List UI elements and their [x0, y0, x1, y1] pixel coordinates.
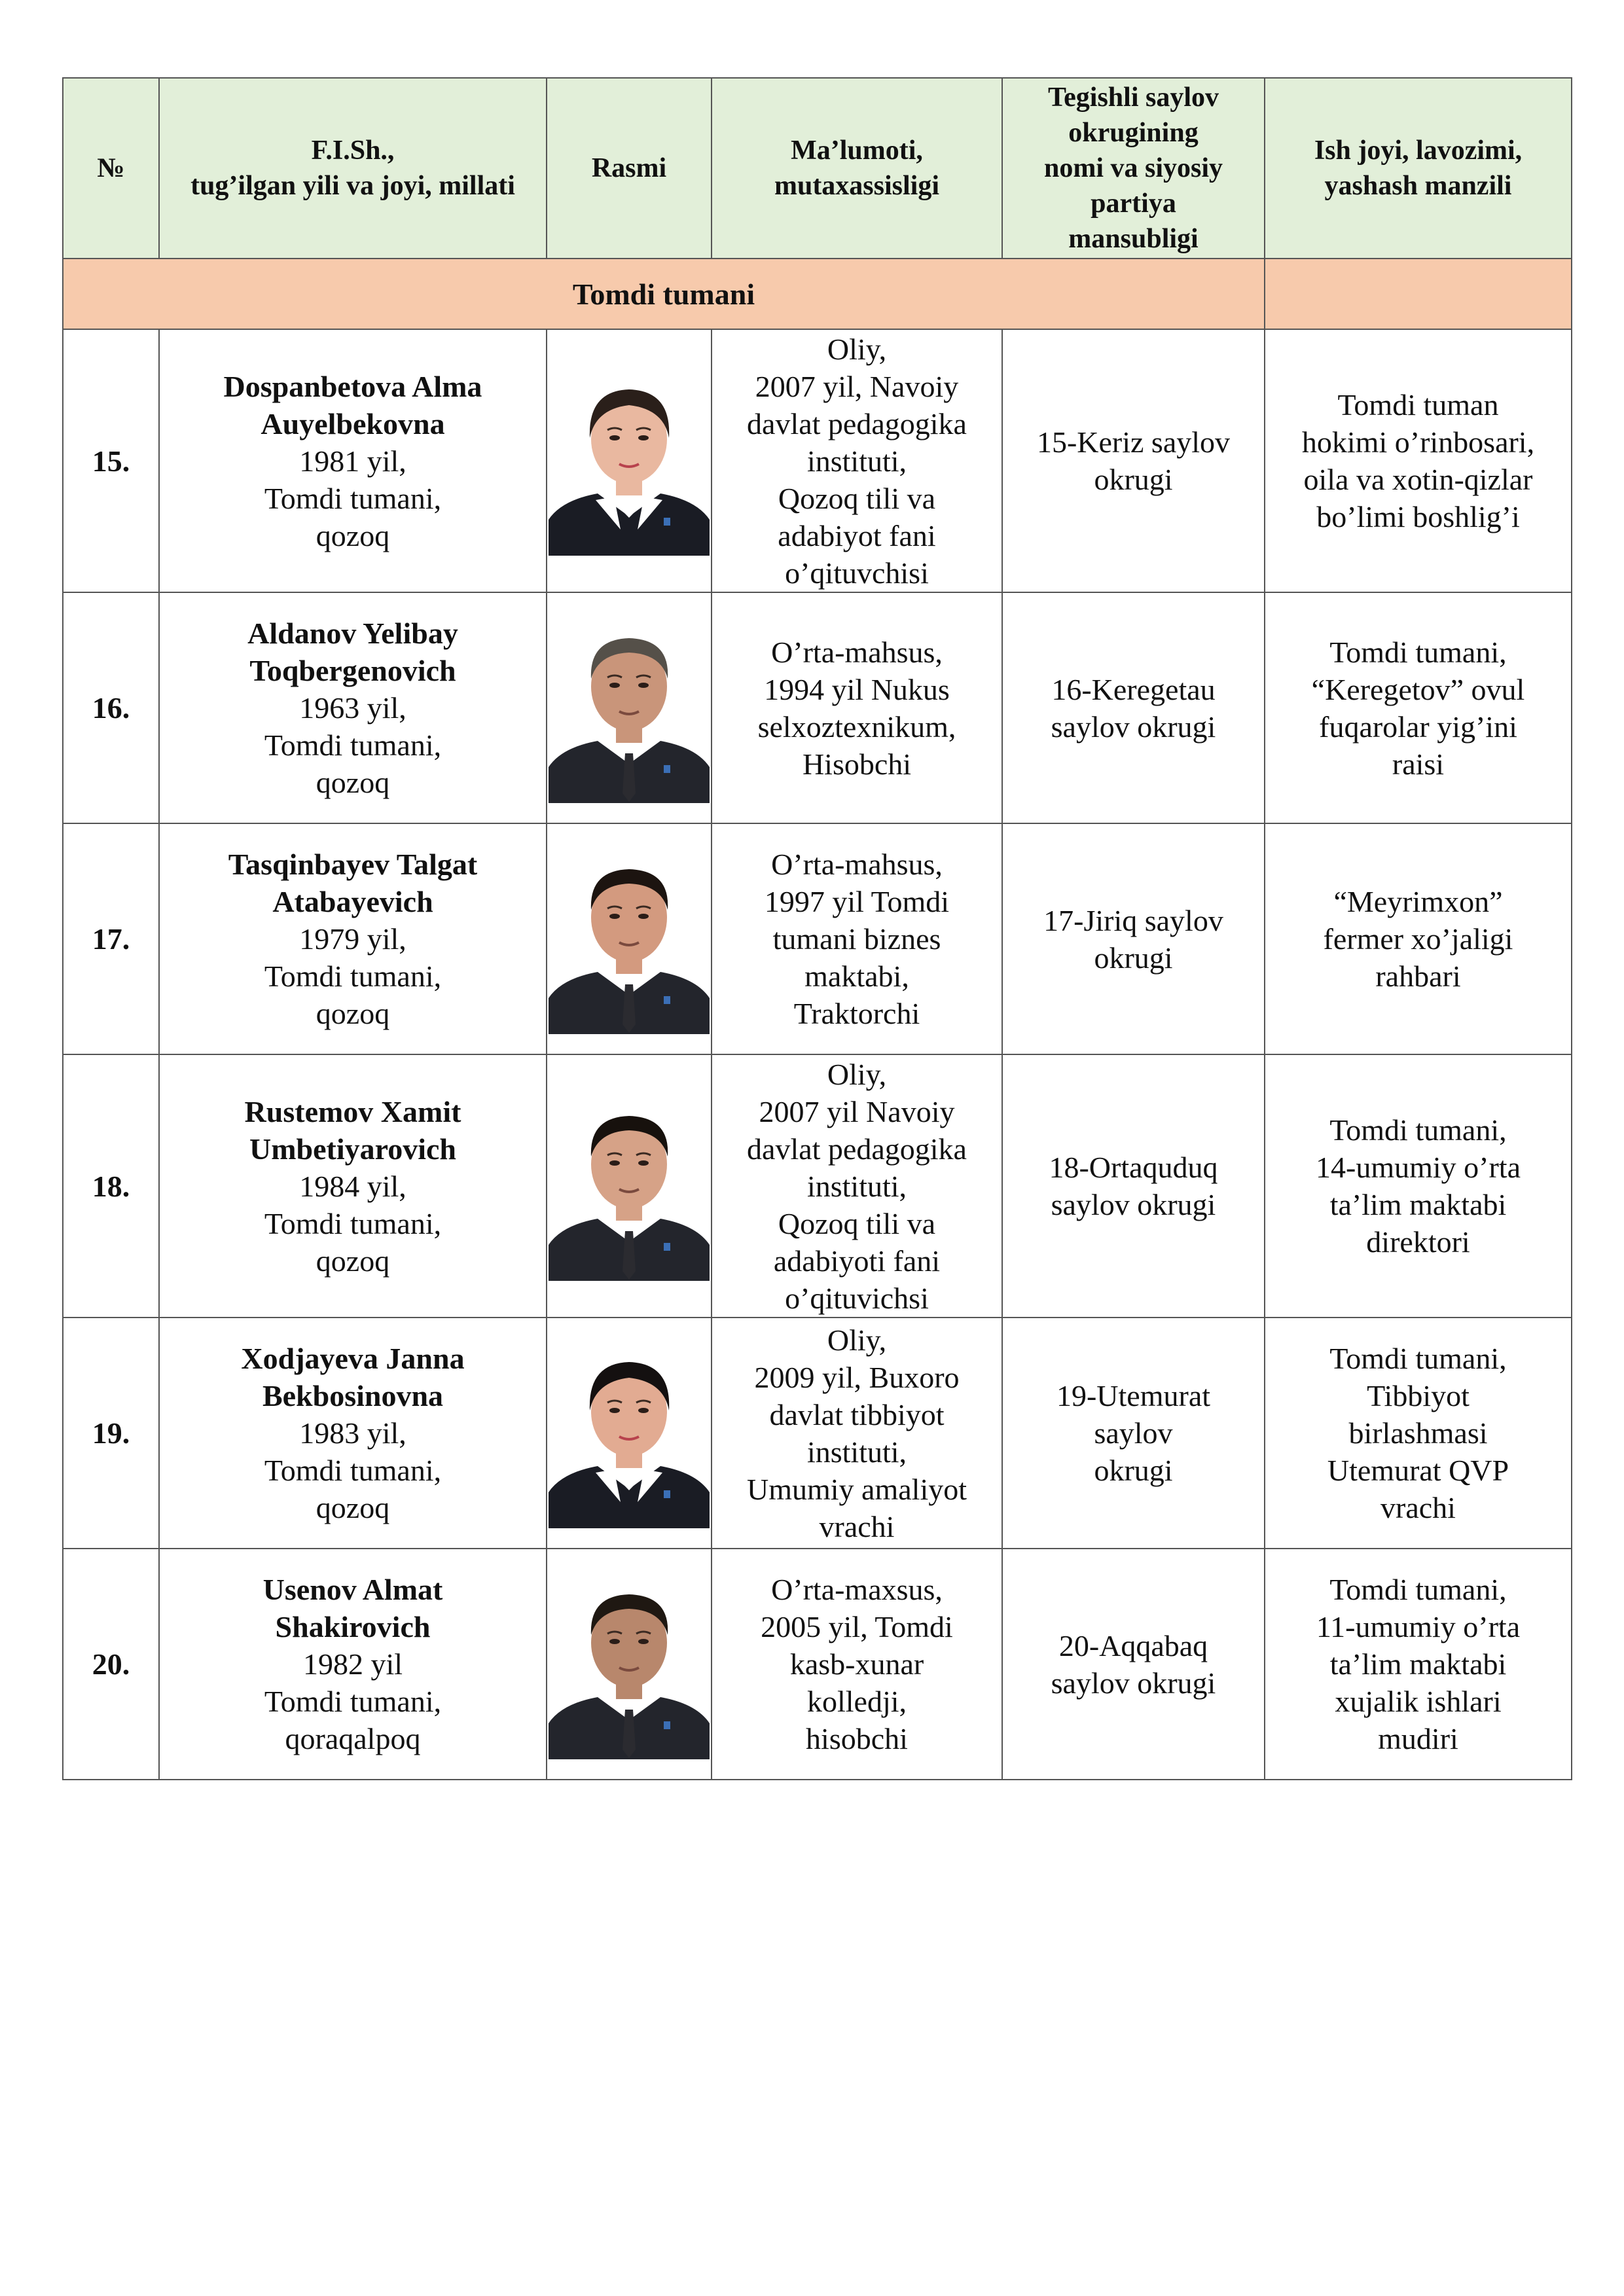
cell-line: Traktorchi [793, 997, 920, 1030]
cell-line: hokimi o’rinbosari, [1301, 425, 1535, 459]
cell-line: 19-Utemurat [1056, 1379, 1211, 1412]
candidate-name: Bekbosinovna [262, 1379, 444, 1412]
candidate-name-cell [159, 592, 547, 823]
cell-line: Tomdi tumani, [264, 960, 442, 993]
candidate-name-cell [159, 1318, 547, 1549]
candidate-photo-cell [547, 1549, 712, 1780]
cell-line: qozoq [316, 997, 390, 1030]
cell-line: 2005 yil, Tomdi [761, 1610, 953, 1643]
education-cell [712, 1054, 1002, 1318]
cell-line: fermer xo’jaligi [1323, 922, 1513, 956]
candidate-photo-cell [547, 329, 712, 592]
workplace-cell [1265, 1549, 1572, 1780]
cell-line: Oliy, [827, 1323, 887, 1357]
cell-line: o’qituvchisi [785, 556, 929, 590]
cell-line: Qozoq tili va [778, 1206, 936, 1240]
workplace-cell [1265, 329, 1572, 592]
candidate-name: Umbetiyarovich [249, 1132, 456, 1166]
cell-line: 1983 yil, [299, 1416, 406, 1450]
cell-line: kasb-xunar [789, 1647, 924, 1681]
cell-line: 16-Keregetau [1051, 672, 1216, 706]
cell-line: adabiyot fani [778, 518, 936, 552]
candidate-row [63, 1054, 1572, 1318]
okrug-cell [1002, 592, 1265, 823]
candidate-row [63, 329, 1572, 592]
cell-line: selxoztexnikum, [757, 709, 956, 744]
cell-line: 18-Ortaquduq [1049, 1151, 1218, 1184]
district-title: Tomdi tumani [63, 259, 1265, 329]
okrug-cell [1002, 329, 1265, 592]
cell-line: oila va xotin-qizlar [1303, 463, 1533, 496]
cell-line: maktabi, [804, 960, 909, 993]
candidate-row [63, 592, 1572, 823]
cell-line: 1981 yil, [299, 444, 406, 478]
cell-line: Tomdi tumani, [264, 1206, 442, 1240]
cell-line: “Meyrimxon” [1333, 885, 1503, 918]
candidate-name-cell [159, 823, 547, 1054]
candidate-name: Tasqinbayev Talgat [228, 848, 478, 881]
candidate-photo-cell [547, 823, 712, 1054]
header-row [63, 78, 1572, 259]
cell-line: 17-Jiriq saylov [1043, 903, 1223, 937]
row-number: 16. [63, 592, 159, 823]
cell-line: 11-umumiy o’rta [1316, 1610, 1521, 1643]
cell-line: mudiri [1378, 1722, 1458, 1755]
cell-line: qozoq [316, 766, 390, 799]
header-okrug: Tegishli saylov okrugining nomi va siyosiy partiya mansubligi [1002, 78, 1265, 259]
cell-line: 1982 yil [302, 1647, 403, 1681]
workplace-cell [1265, 592, 1572, 823]
candidate-name: Dospanbetova Alma [223, 369, 482, 403]
cell-line: rahbari [1375, 960, 1461, 993]
candidate-photo [549, 1570, 710, 1759]
cell-line: Oliy, [827, 1057, 887, 1091]
okrug-cell [1002, 1549, 1265, 1780]
candidate-row [63, 1549, 1572, 1780]
candidate-photo [549, 613, 710, 803]
cell-line: qozoq [316, 1491, 390, 1524]
education-cell [712, 823, 1002, 1054]
okrug-cell [1002, 823, 1265, 1054]
cell-line: davlat pedagogika [747, 406, 967, 440]
cell-line: tumani biznes [772, 922, 941, 956]
district-empty-cell [1265, 259, 1572, 329]
workplace-cell [1265, 1054, 1572, 1318]
cell-line: 2007 yil Navoiy [759, 1094, 955, 1128]
cell-line: 15-Keriz saylov [1036, 425, 1231, 459]
cell-line: saylov okrugi [1051, 1188, 1216, 1221]
cell-line: “Keregetov” ovul [1311, 672, 1525, 706]
candidate-name: Atabayevich [272, 885, 433, 918]
cell-line: saylov okrugi [1051, 709, 1216, 744]
candidate-name-cell [159, 1549, 547, 1780]
cell-line: direktori [1366, 1225, 1470, 1259]
cell-line: 1997 yil Tomdi [764, 885, 950, 918]
candidate-name: Xodjayeva Janna [241, 1342, 465, 1375]
cell-line: o’qituvichsi [785, 1281, 929, 1315]
cell-line: O’rta-mahsus, [771, 848, 943, 881]
cell-line: 1994 yil Nukus [764, 672, 950, 706]
candidate-photo [549, 1091, 710, 1281]
cell-line: xujalik ishlari [1335, 1685, 1502, 1718]
cell-line: 1979 yil, [299, 922, 406, 956]
education-cell [712, 1318, 1002, 1549]
cell-line: ta’lim maktabi [1329, 1647, 1507, 1681]
candidate-photo [549, 1338, 710, 1528]
candidate-name: Aldanov Yelibay [247, 617, 458, 650]
cell-line: instituti, [806, 1435, 907, 1469]
candidate-photo-cell [547, 1054, 712, 1318]
cell-line: Tomdi tumani, [264, 1685, 442, 1718]
cell-line: okrugi [1094, 463, 1173, 496]
candidate-name-cell [159, 1054, 547, 1318]
okrug-cell [1002, 1318, 1265, 1549]
row-number: 20. [63, 1549, 159, 1780]
candidate-photo [549, 366, 710, 556]
cell-line: Tomdi tumani, [264, 1454, 442, 1487]
candidate-row [63, 823, 1572, 1054]
candidate-name: Rustemov Xamit [244, 1094, 461, 1128]
cell-line: 14-umumiy o’rta [1316, 1151, 1521, 1184]
cell-line: Tomdi tumani, [1329, 1113, 1507, 1147]
candidate-name: Toqbergenovich [249, 654, 456, 687]
header-num: № [63, 78, 159, 259]
candidate-photo-cell [547, 592, 712, 823]
row-number: 15. [63, 329, 159, 592]
cell-line: 2007 yil, Navoiy [755, 369, 959, 403]
header-malumot: Ma’lumoti, mutaxassisligi [712, 78, 1002, 259]
cell-line: birlashmasi [1348, 1416, 1488, 1450]
cell-line: Tomdi tumani, [1329, 1342, 1507, 1375]
cell-line: fuqarolar yig’ini [1319, 709, 1517, 744]
cell-line: hisobchi [806, 1722, 908, 1755]
cell-line: okrugi [1094, 941, 1173, 975]
cell-line: Tomdi tumani, [1329, 635, 1507, 669]
cell-line: bo’limi boshlig’i [1316, 500, 1520, 533]
cell-line: ta’lim maktabi [1329, 1188, 1507, 1221]
cell-line: Tomdi tumani, [264, 481, 442, 515]
candidate-name: Usenov Almat [262, 1573, 443, 1606]
candidate-name-cell [159, 329, 547, 592]
row-number: 19. [63, 1318, 159, 1549]
cell-line: Tomdi tumani, [264, 728, 442, 762]
row-number: 18. [63, 1054, 159, 1318]
row-number: 17. [63, 823, 159, 1054]
cell-line: 1984 yil, [299, 1169, 406, 1203]
cell-line: Tibbiyot [1367, 1379, 1470, 1412]
workplace-cell [1265, 823, 1572, 1054]
cell-line: 1963 yil, [299, 691, 406, 725]
cell-line: qozoq [316, 1244, 390, 1278]
education-cell [712, 329, 1002, 592]
cell-line: O’rta-mahsus, [771, 635, 943, 669]
candidate-photo [549, 844, 710, 1034]
cell-line: raisi [1392, 747, 1445, 781]
okrug-cell [1002, 1054, 1265, 1318]
header-rasmi: Rasmi [547, 78, 712, 259]
cell-line: instituti, [806, 444, 907, 478]
cell-line: 2009 yil, Buxoro [754, 1360, 960, 1394]
education-cell [712, 592, 1002, 823]
candidate-row [63, 1318, 1572, 1549]
cell-line: adabiyoti fani [773, 1244, 941, 1278]
cell-line: qozoq [316, 518, 390, 552]
candidate-name: Shakirovich [275, 1610, 431, 1643]
cell-line: vrachi [819, 1509, 895, 1543]
cell-line: Qozoq tili va [778, 481, 936, 515]
cell-line: davlat pedagogika [747, 1132, 967, 1166]
cell-line: Umumiy amaliyot [746, 1472, 967, 1506]
header-fish: F.I.Sh., tug’ilgan yili va joyi, millati [159, 78, 547, 259]
cell-line: qoraqalpoq [285, 1722, 421, 1755]
cell-line: Hisobchi [802, 747, 912, 781]
cell-line: okrugi [1094, 1454, 1173, 1487]
cell-line: Tomdi tuman [1337, 388, 1499, 422]
cell-line: Tomdi tumani, [1329, 1573, 1507, 1606]
candidate-photo-cell [547, 1318, 712, 1549]
district-row [63, 259, 1572, 329]
cell-line: saylov okrugi [1051, 1666, 1216, 1700]
candidates-table [62, 77, 1572, 1780]
cell-line: davlat tibbiyot [769, 1397, 945, 1431]
cell-line: Oliy, [827, 332, 887, 366]
cell-line: kolledji, [806, 1685, 907, 1718]
cell-line: O’rta-maxsus, [771, 1573, 943, 1606]
cell-line: 20-Aqqabaq [1058, 1628, 1208, 1662]
cell-line: instituti, [806, 1169, 907, 1203]
cell-line: Utemurat QVP [1327, 1454, 1509, 1487]
cell-line: vrachi [1380, 1491, 1456, 1524]
candidate-name: Auyelbekovna [261, 406, 445, 440]
header-ish-joyi: Ish joyi, lavozimi, yashash manzili [1265, 78, 1572, 259]
cell-line: saylov [1094, 1416, 1173, 1450]
education-cell [712, 1549, 1002, 1780]
workplace-cell [1265, 1318, 1572, 1549]
